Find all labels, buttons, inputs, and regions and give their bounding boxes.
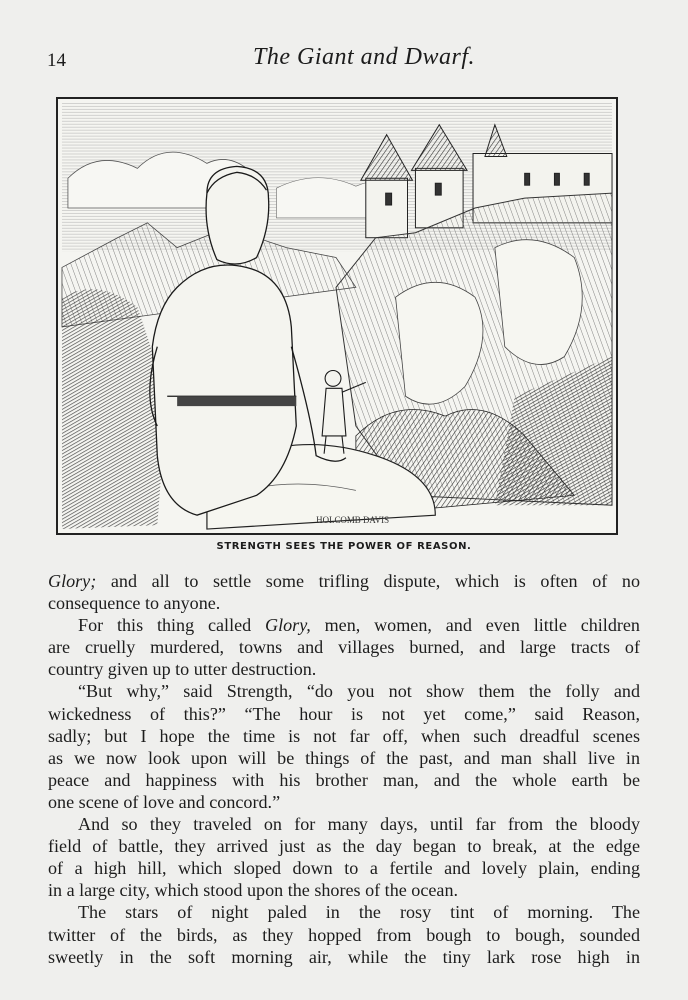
engraver-signature: HOLCOMB DAVIS [316, 515, 390, 526]
text-line: sadly; but I hope the time is not far off, when such dreadful scenes [48, 725, 640, 746]
text-line: field of battle, they arrived just as the day began to break, at the edge [48, 836, 640, 857]
text-line: For this thing called Glory, men, women, and even little children [78, 615, 640, 636]
illustration-caption: STRENGTH SEES THE POWER OF REASON. [216, 541, 472, 552]
text-line: sweetly in the soft morning air, while the tiny lark rose high in [48, 946, 640, 967]
illustration-plate [56, 97, 618, 535]
text-line: as we now look upon will be things of the past, and man shall live in [48, 747, 640, 768]
page-number: 14 [47, 50, 66, 71]
text-line: country given up to utter destruction. [48, 659, 317, 680]
text-line: peace and happiness with his brother man, and the whole earth be [48, 769, 640, 790]
text-line: of a high hill, which sloped down to a fertile and lovely plain, ending [48, 858, 640, 879]
text-line: one scene of love and concord.” [48, 791, 281, 812]
text-line: The stars of night paled in the rosy tint of morning. The [78, 902, 640, 923]
text-line: consequence to anyone. [48, 593, 221, 614]
text-line: And so they traveled on for many days, until far from the bloody [78, 814, 640, 835]
body-text [48, 570, 640, 968]
text-line: wickedness of this?” “The hour is not yet come,” said Reason, [48, 703, 640, 724]
running-title: The Giant and Dwarf. [252, 44, 475, 70]
text-line: twitter of the birds, as they hopped from bough to bough, sounded [48, 924, 640, 945]
text-line: are cruelly murdered, towns and villages burned, and large tracts of [48, 637, 640, 658]
engraving-illustration [58, 99, 616, 533]
text-line: in a large city, which stood upon the shores of the ocean. [48, 880, 459, 901]
text-line: Glory; and all to settle some trifling dispute, which is often of no [48, 571, 640, 591]
text-line: “But why,” said Strength, “do you not show them the folly and [78, 681, 640, 702]
